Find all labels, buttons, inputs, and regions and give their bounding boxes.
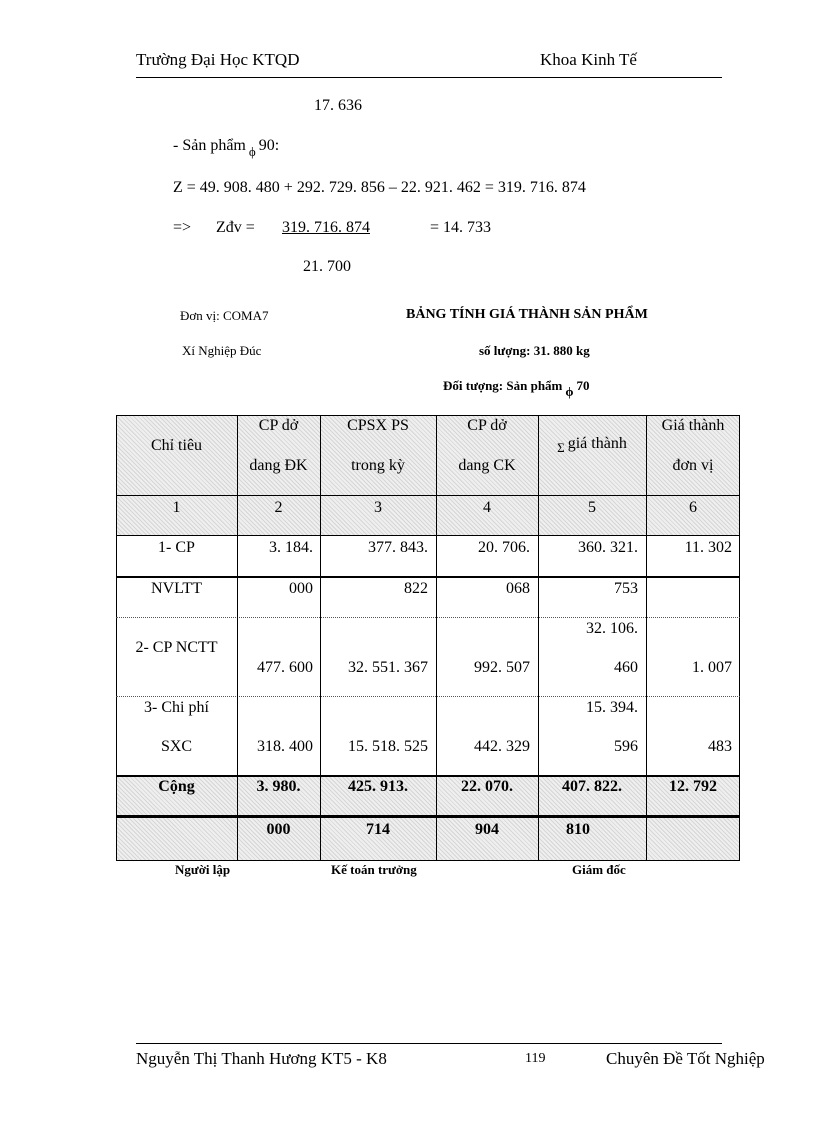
total-label: Cộng (158, 778, 195, 795)
product-code: 90: (258, 137, 280, 154)
col-header-opening-a: CP dở (258, 417, 299, 434)
phi-symbol: ϕ (248, 144, 256, 159)
signature-director: Giám đốc (572, 862, 626, 877)
row1-total-b: 753 (614, 580, 638, 597)
row3-closing: 442. 329 (474, 738, 530, 755)
row2-total-b: 460 (614, 659, 638, 676)
sigma-icon: Σ (557, 440, 565, 455)
footer-title: Chuyên Đề Tốt Nghiệp (606, 1049, 765, 1068)
total-cost-b: 810 (566, 821, 590, 838)
row1-closing-b: 068 (506, 580, 530, 597)
signature-accountant: Kế toán trưởng (331, 862, 417, 877)
header-rule (136, 77, 722, 78)
col-header-indicator: Chỉ tiêu (150, 437, 203, 454)
zdv-label: Zđv = (216, 219, 255, 236)
footer-author: Nguyễn Thị Thanh Hương KT5 - K8 (136, 1049, 387, 1068)
object-code: 70 (576, 378, 590, 393)
zdv-denominator: 21. 700 (303, 258, 351, 275)
row2-unit: 1. 007 (692, 659, 732, 676)
row2-total-a: 32. 106. (586, 620, 638, 637)
calc-denominator-prev: 17. 636 (314, 97, 362, 114)
row2-opening: 477. 600 (257, 659, 313, 676)
row1-label-b: NVLTT (151, 580, 202, 597)
row3-period: 15. 518. 525 (348, 738, 428, 755)
header-school: Trường Đại Học KTQD (136, 50, 300, 69)
row3-label-a: 3- Chi phí (144, 699, 209, 716)
col-header-closing-b: dang CK (458, 457, 516, 474)
cost-table (116, 415, 740, 861)
total-closing-a: 22. 070. (461, 778, 513, 795)
row1-label-a: 1- CP (158, 539, 195, 556)
table-title: BẢNG TÍNH GIÁ THÀNH SẢN PHẨM (406, 307, 648, 322)
header-department: Khoa Kinh Tế (540, 50, 637, 69)
signature-preparer: Người lập (175, 862, 231, 877)
unit-label: Đơn vị: COMA7 (180, 308, 269, 323)
col-header-total-cost-label: giá thành (567, 435, 627, 452)
col-number-6: 6 (689, 499, 697, 516)
row1-opening-a: 3. 184. (269, 539, 313, 556)
row2-label: 2- CP NCTT (135, 639, 218, 656)
row1-period-a: 377. 843. (368, 539, 428, 556)
object-label: Đối tượng: Sản phẩm (443, 378, 563, 393)
total-period-a: 425. 913. (348, 778, 408, 795)
product-label: - Sản phẩm (173, 137, 246, 154)
object-line (443, 378, 590, 399)
col-number-3: 3 (374, 499, 382, 516)
row1-unit: 11. 302 (684, 539, 732, 556)
total-cost-a: 407. 822. (562, 778, 622, 795)
col-number-4: 4 (483, 499, 491, 516)
col-header-unit-a: Giá thành (661, 417, 725, 434)
row3-total-b: 596 (614, 738, 638, 755)
total-closing-b: 904 (475, 821, 499, 838)
col-header-unit-b: đơn vị (672, 457, 714, 474)
zdv-arrow: => (173, 219, 192, 236)
col-number-1: 1 (172, 499, 181, 516)
zdv-numerator: 319. 716. 874 (282, 219, 370, 236)
row2-closing: 992. 507 (474, 659, 530, 676)
row1-opening-b: 000 (289, 580, 313, 597)
row3-opening: 318. 400 (257, 738, 313, 755)
col-header-opening-b: dang ĐK (249, 457, 308, 474)
quantity-label: số lượng: 31. 880 kg (479, 343, 590, 358)
row2-period: 32. 551. 367 (348, 659, 428, 676)
col-header-period-b: trong kỳ (351, 457, 405, 474)
col-header-total-cost (538, 435, 646, 453)
total-period-b: 714 (366, 821, 390, 838)
col-number-2: 2 (274, 499, 283, 516)
total-opening-a: 3. 980. (256, 778, 301, 795)
page-number: 119 (525, 1051, 546, 1066)
zdv-result: = 14. 733 (430, 219, 492, 236)
row3-unit: 483 (708, 738, 732, 755)
row1-closing-a: 20. 706. (478, 539, 530, 556)
row1-period-b: 822 (404, 580, 428, 597)
row1-total-a: 360. 321. (578, 539, 638, 556)
col-number-5: 5 (588, 499, 596, 516)
row3-label-b: SXC (160, 738, 193, 755)
col-header-period-a: CPSX PS (347, 417, 409, 434)
row3-total-a: 15. 394. (586, 699, 638, 716)
product-line (173, 137, 280, 159)
footer-rule (136, 1043, 722, 1044)
cost-formula: Z = 49. 908. 480 + 292. 729. 856 – 22. 921. 462 = 319. 716. 874 (173, 179, 586, 196)
total-opening-b: 000 (266, 821, 291, 838)
phi-symbol-2: ϕ (565, 384, 574, 399)
total-unit: 12. 792 (669, 778, 717, 795)
factory-label: Xí Nghiệp Đúc (182, 343, 262, 358)
col-header-closing-a: CP dở (467, 417, 507, 434)
